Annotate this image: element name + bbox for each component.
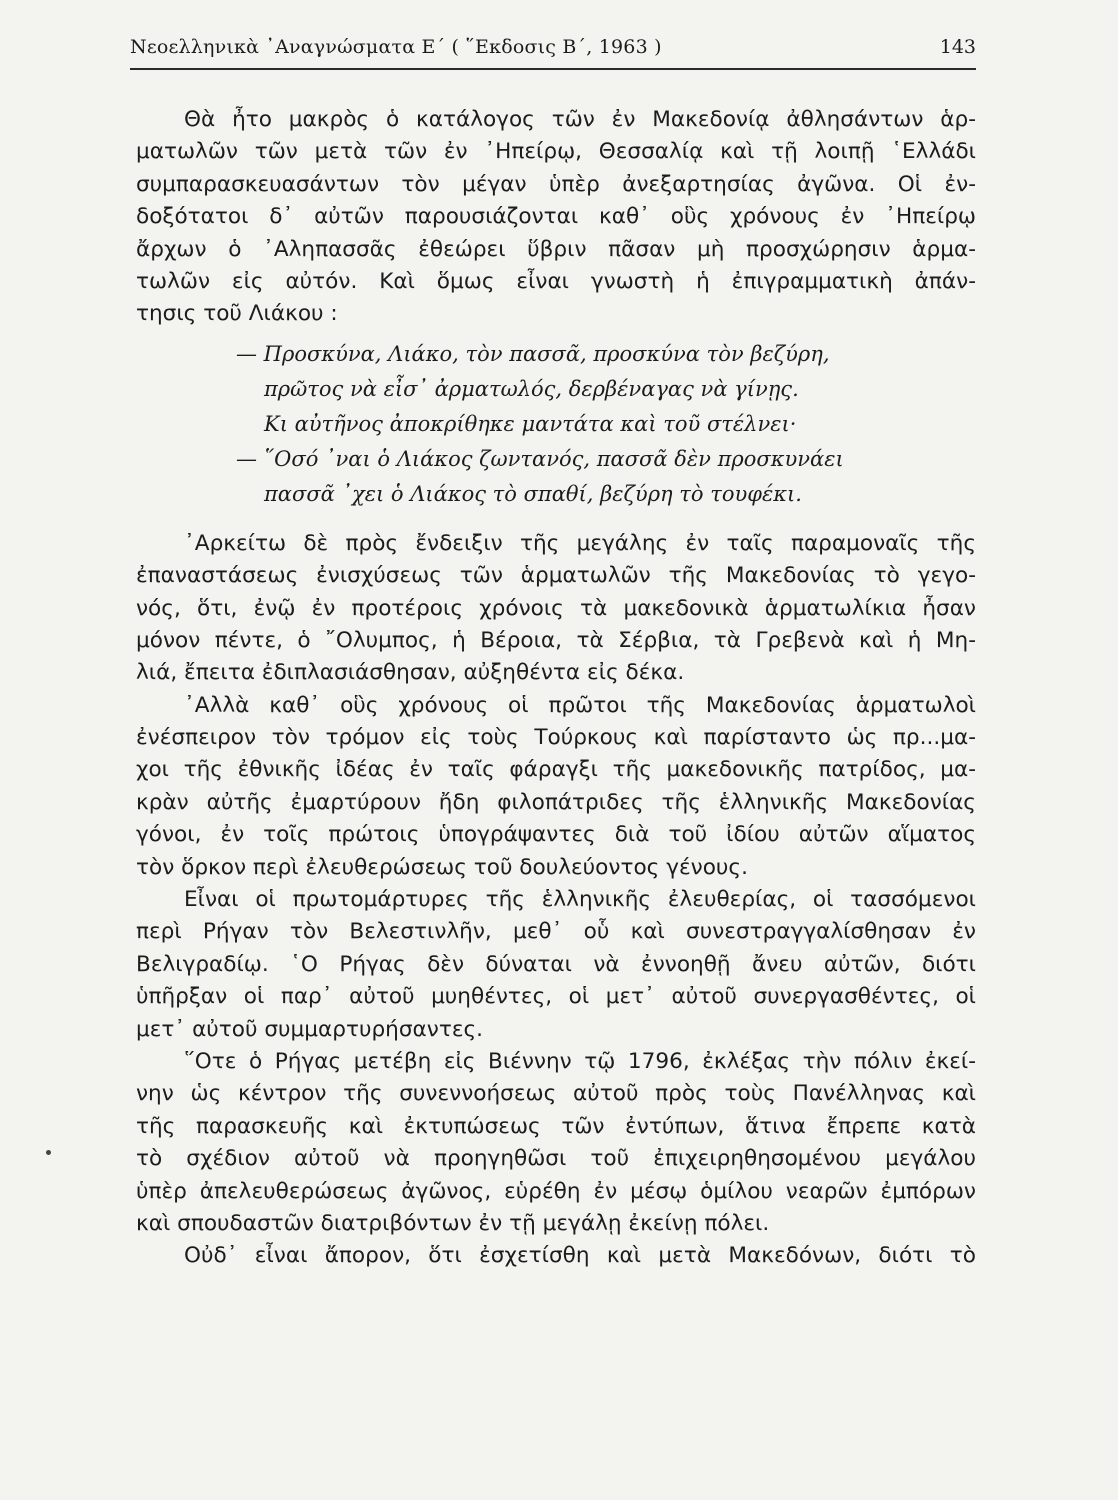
text-line: δοξότατοι δ᾿ αὐτῶν παρουσιάζονται καθ᾿ οὓς χρόνους ἐν ᾿Ηπείρῳ: [136, 204, 976, 230]
text-line: τὸν ὅρκον περὶ ἐλευθερώσεως τοῦ δουλεύοντος γένους.: [136, 854, 748, 880]
text-line: ᾿Αλλὰ καθ᾿ οὓς χρόνους οἱ πρῶτοι τῆς Μακεδονίας ἁρματωλοὶ: [184, 692, 976, 718]
text-line: ἐνέσπειρον τὸν τρόμον εἰς τοὺς Τούρκους καὶ παρίσταντο ὡς πρ...μα-: [136, 725, 976, 751]
text-line: κρὰν αὐτῆς ἐμαρτύρουν ἤδη φιλοπάτριδες τῆς ἑλληνικῆς Μακεδονίας: [136, 789, 976, 815]
text-line: λιά, ἔπειτα ἐδιπλασιάσθησαν, αὐξηθέντα εἰς δέκα.: [136, 660, 685, 686]
running-header: [130, 34, 976, 64]
text-line: ματωλῶν τῶν μετὰ τῶν ἐν ᾿Ηπείρῳ, Θεσσαλίᾳ καὶ τῇ λοιπῇ ῾Ελλάδι: [136, 139, 976, 165]
text-line: νός, ὅτι, ἐνῷ ἐν προτέροις χρόνοις τὰ μακεδονικὰ ἁρματωλίκια ἦσαν: [136, 595, 976, 621]
paragraph-6: [136, 1240, 976, 1272]
poem-line: πασσᾶ ᾿χει ὁ Λιάκος τὸ σπαθί, βεζύρη τὸ τουφέκι.: [264, 481, 802, 506]
poem-line: — Προσκύνα, Λιάκο, τὸν πασσᾶ, προσκύνα τὸν βεζύρη,: [236, 341, 830, 366]
text-line: Οὐδ᾿ εἶναι ἄπορον, ὅτι ἐσχετίσθη καὶ μετὰ Μακεδόνων, διότι τὸ: [184, 1243, 976, 1269]
text-line: τῆς παρασκευῆς καὶ ἐκτυπώσεως τῶν ἐντύπων, ἅτινα ἔπρεπε κατὰ: [136, 1113, 976, 1139]
text-line: μετ᾿ αὐτοῦ συμμαρτυρήσαντες.: [136, 1016, 484, 1042]
text-line: τὸ σχέδιον αὐτοῦ νὰ προηγηθῶσι τοῦ ἐπιχειρηθησομένου μεγάλου: [136, 1146, 976, 1172]
text-line: καὶ σπουδαστῶν διατριβόντων ἐν τῇ μεγάλῃ ἐκείνῃ πόλει.: [136, 1210, 770, 1236]
poem-line: — ῞Οσό ᾿ναι ὁ Λιάκος ζωντανός, πασσᾶ δὲν προσκυνάει: [236, 446, 844, 471]
text-line: νην ὡς κέντρον τῆς συνεννοήσεως αὐτοῦ πρὸς τοὺς Πανέλληνας καὶ: [136, 1081, 976, 1107]
text-line: Θὰ ἦτο μακρὸς ὁ κατάλογος τῶν ἐν Μακεδονίᾳ ἀθλησάντων ἁρ-: [184, 107, 976, 132]
text-line: ἐπαναστάσεως ἐνισχύσεως τῶν ἁρματωλῶν τῆς Μακεδονίας τὸ γεγο-: [136, 563, 976, 589]
body-text: [136, 104, 976, 1273]
text-line: ᾿Αρκείτω δὲ πρὸς ἔνδειξιν τῆς μεγάλης ἐν ταῖς παραμοναῖς τῆς: [184, 530, 976, 556]
text-line: ὑπὲρ ἀπελευθερώσεως ἀγῶνος, εὑρέθη ἐν μέσῳ ὁμίλου νεαρῶν ἐμπόρων: [136, 1178, 976, 1204]
text-line: μόνον πέντε, ὁ ῎Ολυμπος, ἡ Βέροια, τὰ Σέρβια, τὰ Γρεβενὰ καὶ ἡ Μη-: [136, 627, 976, 653]
paragraph-1: [136, 104, 976, 331]
text-line: περὶ Ρήγαν τὸν Βελεστινλῆν, μεθ᾿ οὗ καὶ συνεστραγγαλίσθησαν ἐν: [136, 919, 976, 945]
text-line: τωλῶν εἰς αὐτόν. Καὶ ὅμως εἶναι γνωστὴ ἡ ἐπιγραμματικὴ ἀπάν-: [136, 268, 976, 294]
paragraph-3: [136, 690, 976, 884]
text-line: ἄρχων ὁ ᾿Αληπασσᾶς ἐθεώρει ὕβριν πᾶσαν μὴ προσχώρησιν ἁρμα-: [136, 236, 976, 262]
margin-speck: [46, 1150, 51, 1155]
header-rule: [130, 68, 976, 70]
text-line: Εἶναι οἱ πρωτομάρτυρες τῆς ἑλληνικῆς ἐλευθερίας, οἱ τασσόμενοι: [184, 887, 976, 913]
poem-line: πρῶτος νὰ εἶσ᾿ ἀρματωλός, δερβέναγας νὰ γίνῃς.: [264, 376, 799, 401]
paragraph-4: [136, 884, 976, 1046]
text-line: Βελιγραδίῳ. ῾Ο Ρήγας δὲν δύναται νὰ ἐννοηθῇ ἄνευ αὐτῶν, διότι: [136, 951, 976, 977]
text-line: ὑπῆρξαν οἱ παρ᾿ αὐτοῦ μυηθέντες, οἱ μετ᾿ αὐτοῦ συνεργασθέντες, οἱ: [136, 984, 976, 1010]
poem-quote: [136, 337, 976, 512]
text-line: συμπαρασκευασάντων τὸν μέγαν ὑπὲρ ἀνεξαρτησίας ἀγῶνα. Οἱ ἐν-: [136, 171, 976, 197]
poem-line: Κι αὐτῆνος ἀποκρίθηκε μαντάτα καὶ τοῦ στέλνει·: [264, 411, 797, 436]
header-title: Νεοελληνικὰ ᾿Αναγνώσματα Ε΄ ( ῞Εκδοσις Β΄, 1963 ): [130, 36, 662, 58]
page-number: 143: [939, 36, 976, 58]
text-line: τησις τοῦ Λιάκου :: [136, 301, 338, 327]
paragraph-2: [136, 528, 976, 690]
paragraph-5: [136, 1046, 976, 1240]
text-line: χοι τῆς ἐθνικῆς ἰδέας ἐν ταῖς φάραγξι τῆς μακεδονικῆς πατρίδος, μα-: [136, 757, 976, 783]
text-line: ῞Οτε ὁ Ρήγας μετέβη εἰς Βιέννην τῷ 1796, ἐκλέξας τὴν πόλιν ἐκεί-: [184, 1048, 976, 1074]
text-line: γόνοι, ἐν τοῖς πρώτοις ὑπογράψαντες διὰ τοῦ ἰδίου αὐτῶν αἵματος: [136, 822, 976, 848]
